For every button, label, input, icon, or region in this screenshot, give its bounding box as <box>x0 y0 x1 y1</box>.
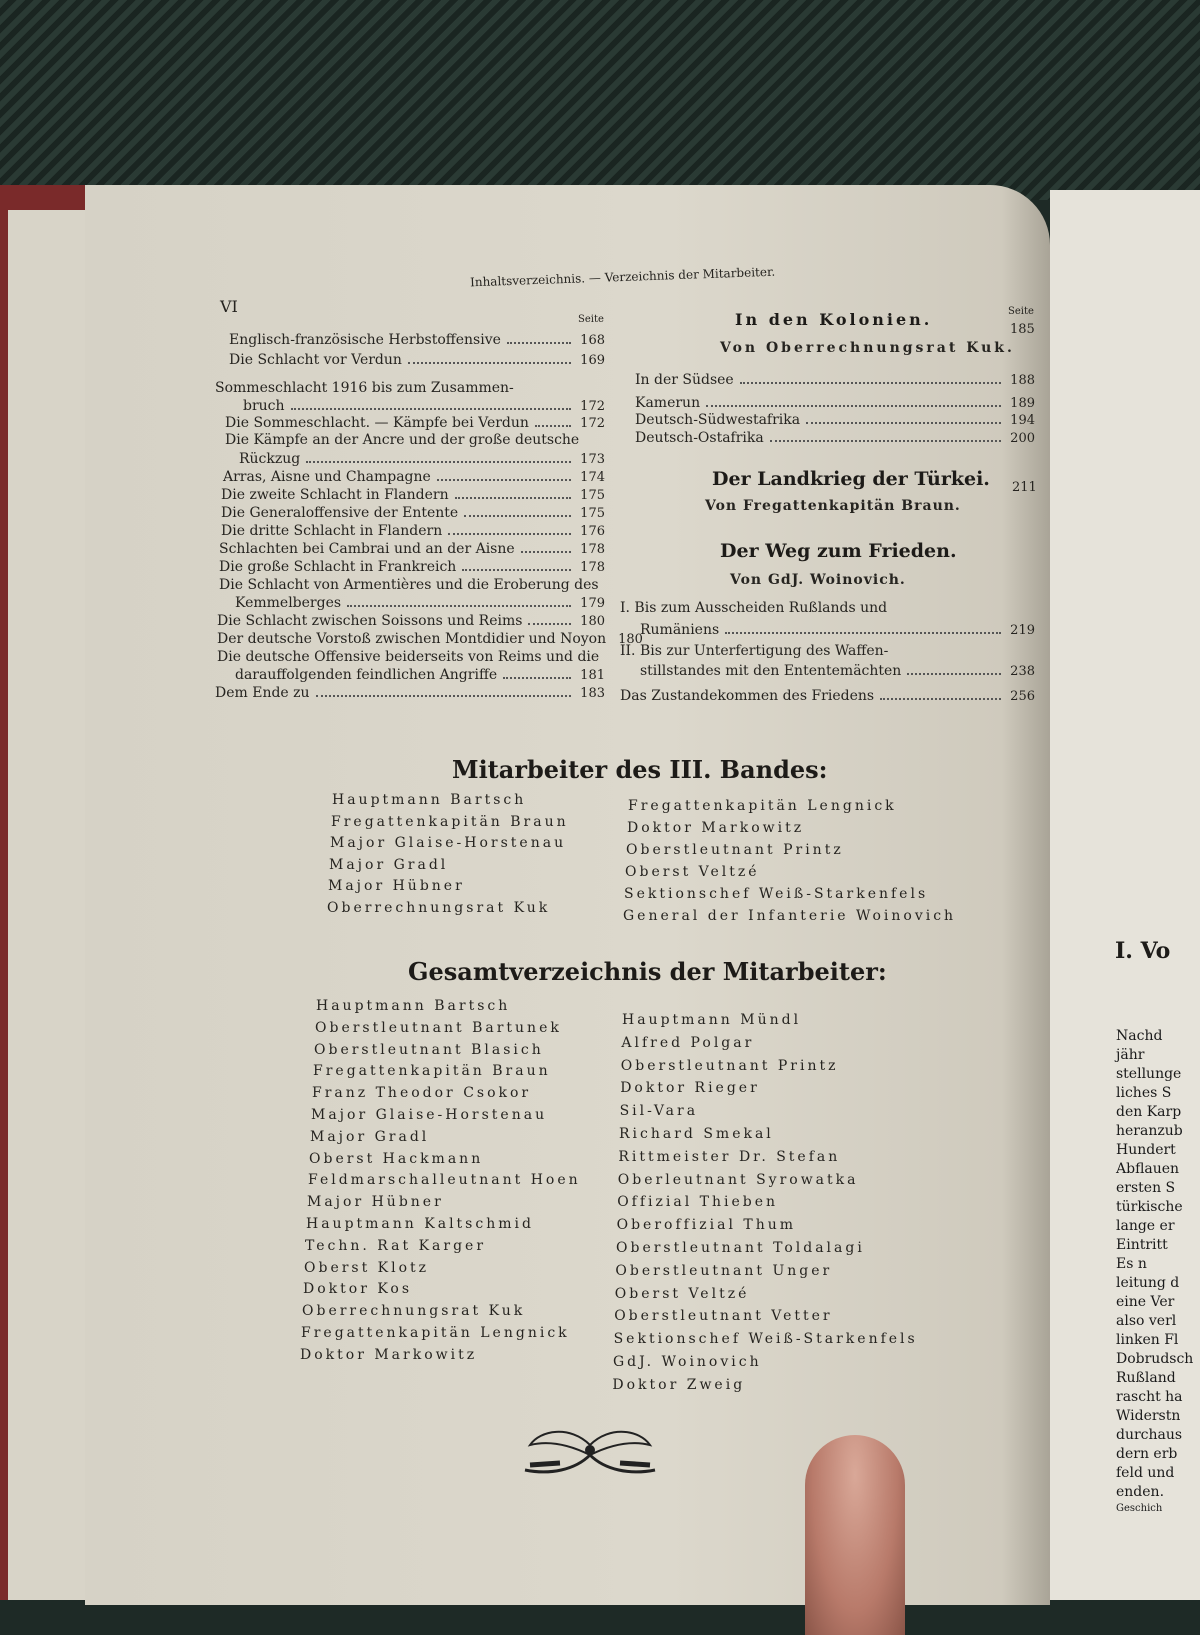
toc-entry-label: Das Zustandekommen des Friedens <box>620 688 875 704</box>
toc-page: 211 <box>1012 480 1037 495</box>
dot-leader <box>725 632 1001 634</box>
contributor-name: Offizial Thieben <box>617 1194 779 1211</box>
dot-leader <box>770 440 1001 442</box>
toc-entry-label: darauffolgenden feindlichen Angriffe <box>235 667 498 683</box>
facing-page-text: Geschich <box>1116 1503 1163 1514</box>
section-author: Von Fregattenkapitän Braun. <box>705 498 961 514</box>
toc-entry-label: Der deutsche Vorstoß zwischen Montdidier und Noyon <box>217 631 607 647</box>
dot-leader <box>880 698 1001 700</box>
facing-page-text: durchaus <box>1116 1427 1183 1443</box>
toc-entry <box>215 559 605 575</box>
toc-entry <box>215 577 605 593</box>
dot-leader <box>347 605 571 607</box>
toc-entry-label: Deutsch-Ostafrika <box>635 430 764 446</box>
toc-entry-label: bruch <box>243 398 285 414</box>
toc-entry-label: stillstandes mit den Ententemächten <box>640 663 902 679</box>
facing-page-text: Eintritt <box>1116 1237 1168 1253</box>
facing-page-text: feld und <box>1116 1465 1175 1481</box>
toc-entry-page: 175 <box>580 488 605 503</box>
toc-entry <box>215 352 605 368</box>
facing-page-text: rascht ha <box>1116 1389 1183 1405</box>
dot-leader <box>437 479 571 481</box>
toc-entry-label: Sommeschlacht 1916 bis zum Zusammen- <box>215 380 514 396</box>
toc-entry-page: 189 <box>1010 396 1035 411</box>
toc-entry-label: Die Schlacht zwischen Soissons und Reims <box>217 613 523 629</box>
toc-entry <box>635 430 1035 446</box>
contributor-name: Richard Smekal <box>619 1126 774 1142</box>
contributor-name: Oberrechnungsrat Kuk <box>302 1303 526 1320</box>
contributor-name: Hauptmann Bartsch <box>316 998 511 1014</box>
contributor-name: General der Infanterie Woinovich <box>623 908 957 924</box>
toc-entry-page: 238 <box>1010 664 1035 679</box>
toc-entry-label: Rumäniens <box>640 622 720 638</box>
facing-page-text: dern erb <box>1116 1446 1178 1462</box>
section-author: Von Oberrechnungsrat Kuk. <box>720 340 1015 356</box>
toc-entry-page: 180 <box>618 632 643 647</box>
facing-page-text: jähr <box>1116 1047 1145 1063</box>
toc-entry-page: 178 <box>580 560 605 575</box>
dot-leader <box>740 382 1001 384</box>
contributor-name: Major Hübner <box>328 878 465 894</box>
dot-leader <box>306 461 571 463</box>
facing-page-text: Abflauen <box>1116 1161 1180 1177</box>
contributor-name: Major Glaise-Horstenau <box>311 1107 548 1123</box>
dot-leader <box>706 405 1001 407</box>
contributor-name: Sektionschef Weiß-Starkenfels <box>613 1331 918 1348</box>
dot-leader <box>521 551 571 553</box>
seite-label: Seite <box>1008 306 1034 317</box>
toc-entry <box>215 523 605 539</box>
section-title-frieden: Der Weg zum Frieden. <box>720 540 957 562</box>
contributor-name: Franz Theodor Csokor <box>312 1085 532 1102</box>
facing-page-text: Es n <box>1116 1256 1147 1272</box>
facing-page-text: ersten S <box>1116 1180 1176 1196</box>
facing-page-text: eine Ver <box>1116 1294 1175 1310</box>
toc-entry-label: Englisch-französische Herbstoffensive <box>229 332 501 348</box>
toc-entry-page: 173 <box>580 452 605 467</box>
toc-entry-page: 176 <box>580 524 605 539</box>
toc-entry-page: 256 <box>1010 689 1035 704</box>
facing-page-text: türkische <box>1116 1199 1183 1215</box>
floral-ornament-icon <box>520 1425 660 1485</box>
toc-entry-label: Die zweite Schlacht in Flandern <box>221 487 449 503</box>
contributor-name: Doktor Markowitz <box>627 820 805 836</box>
contributor-name: Feldmarschalleutnant Hoen <box>308 1172 581 1189</box>
facing-page-text: liches S <box>1116 1085 1172 1101</box>
contributor-name: Oberst Veltzé <box>614 1285 750 1302</box>
section-title-tuerkei: Der Landkrieg der Türkei. <box>712 468 990 490</box>
toc-page: 185 <box>1010 322 1035 337</box>
contributor-name: Hauptmann Mündl <box>622 1012 802 1028</box>
contributor-name: Hauptmann Bartsch <box>332 792 527 808</box>
contributor-name: Oberrechnungsrat Kuk <box>327 899 551 916</box>
contributor-name: Techn. Rat Karger <box>305 1237 487 1254</box>
toc-entry-label: Die Kämpfe an der Ancre und der große deutsche <box>225 432 580 448</box>
dot-leader <box>503 677 571 679</box>
contributor-name: Oberoffizial Thum <box>616 1217 797 1234</box>
toc-entry-label: Dem Ende zu <box>215 685 310 701</box>
contributor-name: Major Hübner <box>307 1194 444 1211</box>
toc-entry-label: Kemmelberges <box>235 595 342 611</box>
toc-entry-page: 172 <box>580 416 605 431</box>
toc-entry-label: In der Südsee <box>635 372 734 388</box>
toc-entry <box>215 487 605 503</box>
toc-entry-page: 200 <box>1010 431 1035 446</box>
facing-page-text: also verl <box>1116 1313 1177 1329</box>
facing-page-text: enden. <box>1116 1484 1165 1500</box>
contributor-name: Oberst Veltzé <box>625 864 760 880</box>
dot-leader <box>455 497 571 499</box>
facing-page-text: Dobrudsch <box>1116 1351 1194 1367</box>
toc-entry-page: 168 <box>580 333 605 348</box>
toc-entry-label: Die Schlacht von Armentières und die Eroberung des <box>219 577 599 593</box>
toc-entry <box>215 332 605 348</box>
dot-leader <box>316 695 571 697</box>
toc-entry <box>215 415 605 431</box>
toc-entry-page: 178 <box>580 542 605 557</box>
toc-entry-label: Die Sommeschlacht. — Kämpfe bei Verdun <box>225 415 529 431</box>
toc-entry-label: Kamerun <box>635 395 701 411</box>
toc-entry-label: Die dritte Schlacht in Flandern <box>221 523 443 539</box>
contributor-name: Sil-Vara <box>619 1103 699 1120</box>
gesamt-title: Gesamtverzeichnis der Mitarbeiter: <box>408 957 887 986</box>
contributor-name: Oberstleutnant Printz <box>620 1057 839 1074</box>
toc-entry-page: 180 <box>580 614 605 629</box>
toc-entry <box>635 395 1035 411</box>
toc-entry <box>635 412 1035 428</box>
dot-leader <box>806 422 1001 424</box>
dot-leader <box>464 515 571 517</box>
toc-entry <box>215 667 605 683</box>
dot-leader <box>291 408 571 410</box>
dot-leader <box>408 362 571 364</box>
contributor-name: Fregattenkapitän Lengnick <box>628 798 897 814</box>
seite-label: Seite <box>578 314 604 325</box>
facing-page-text: linken Fl <box>1116 1332 1179 1348</box>
toc-entry <box>215 451 605 467</box>
dot-leader <box>907 673 1001 675</box>
contributor-name: Doktor Zweig <box>612 1376 746 1393</box>
toc-entry <box>620 663 1035 679</box>
facing-page-text: Rußland <box>1116 1370 1176 1386</box>
contributor-name: Major Glaise-Horstenau <box>330 835 567 851</box>
facing-page-text: leitung d <box>1116 1275 1180 1291</box>
dot-leader <box>507 342 571 344</box>
toc-entry-label: Rückzug <box>239 451 301 467</box>
toc-entry <box>215 595 605 611</box>
contributor-name: Doktor Rieger <box>620 1080 760 1097</box>
toc-entry <box>215 631 643 647</box>
toc-entry <box>215 613 605 629</box>
toc-entry <box>620 688 1035 704</box>
facing-page-text: lange er <box>1116 1218 1175 1234</box>
contributor-name: Major Gradl <box>310 1128 430 1145</box>
contributor-name: Oberstleutnant Unger <box>615 1262 833 1279</box>
toc-entry-page: 172 <box>580 399 605 414</box>
contributor-name: Rittmeister Dr. Stefan <box>618 1148 841 1165</box>
toc-entry <box>620 600 1035 616</box>
section-title-kolonien: In den Kolonien. <box>735 310 933 329</box>
contributor-name: Sektionschef Weiß-Starkenfels <box>624 886 929 902</box>
background-fabric <box>0 0 1200 200</box>
running-title: Inhaltsverzeichnis. — Verzeichnis der Mitarbeiter. <box>469 264 776 290</box>
facing-page-text: Hundert <box>1116 1142 1176 1158</box>
facing-page-text: Nachd <box>1116 1028 1163 1044</box>
finger <box>805 1435 905 1635</box>
toc-entry <box>215 380 605 396</box>
toc-entry-page: 183 <box>580 686 605 701</box>
previous-page-edge <box>8 210 88 1600</box>
contributor-name: Fregattenkapitän Braun <box>331 813 569 830</box>
contributor-name: Oberstleutnant Vetter <box>614 1308 833 1325</box>
toc-entry-page: 219 <box>1010 623 1035 638</box>
contributor-name: Hauptmann Kaltschmid <box>306 1216 534 1232</box>
dot-leader <box>528 623 571 625</box>
dot-leader <box>462 569 571 571</box>
contributor-name: Oberst Hackmann <box>309 1150 484 1167</box>
toc-entry <box>215 398 605 414</box>
contributor-name: Oberstleutnant Printz <box>626 842 844 858</box>
contributor-name: GdJ. Woinovich <box>613 1354 762 1370</box>
toc-entry <box>215 469 605 485</box>
toc-entry-page: 169 <box>580 353 605 368</box>
toc-entry <box>215 649 605 665</box>
toc-entry <box>215 685 605 701</box>
contributor-name: Oberstleutnant Bartunek <box>315 1019 562 1036</box>
toc-entry <box>635 372 1035 388</box>
toc-entry-label: Schlachten bei Cambrai und an der Aisne <box>219 541 515 557</box>
contributor-name: Oberst Klotz <box>304 1259 430 1276</box>
facing-page-heading: I. Vo <box>1115 938 1171 964</box>
toc-entry <box>620 622 1035 638</box>
toc-entry-label: Die deutsche Offensive beiderseits von Reims und die <box>217 649 600 665</box>
contributor-name: Oberstleutnant Toldalagi <box>616 1240 865 1256</box>
toc-entry-label: Arras, Aisne und Champagne <box>223 469 431 485</box>
toc-entry-page: 175 <box>580 506 605 521</box>
toc-entry-label: I. Bis zum Ausscheiden Rußlands und <box>620 600 888 616</box>
band-title: Mitarbeiter des III. Bandes: <box>452 755 828 784</box>
facing-page-text: stellunge <box>1116 1066 1182 1082</box>
toc-entry <box>215 541 605 557</box>
toc-entry <box>620 643 1035 659</box>
toc-entry <box>215 432 605 448</box>
toc-entry-label: Deutsch-Südwestafrika <box>635 412 801 428</box>
toc-entry-page: 174 <box>580 470 605 485</box>
section-author: Von GdJ. Woinovich. <box>730 572 906 588</box>
dot-leader <box>448 533 571 535</box>
facing-page-text: den Karp <box>1116 1104 1182 1120</box>
facing-page-text: heranzub <box>1116 1123 1183 1139</box>
toc-entry-page: 194 <box>1010 413 1035 428</box>
contributor-name: Doktor Markowitz <box>300 1346 478 1363</box>
toc-entry-page: 188 <box>1010 373 1035 388</box>
toc-entry-page: 181 <box>580 668 605 683</box>
contributor-name: Oberleutnant Syrowatka <box>617 1171 859 1188</box>
toc-entry-label: Die große Schlacht in Frankreich <box>219 559 457 575</box>
dot-leader <box>535 425 571 427</box>
contributor-name: Major Gradl <box>329 856 449 873</box>
toc-entry-label: Die Generaloffensive der Entente <box>221 505 459 521</box>
contributor-name: Doktor Kos <box>303 1281 413 1298</box>
toc-entry-label: II. Bis zur Unterfertigung des Waffen- <box>620 643 889 659</box>
toc-entry-page: 179 <box>580 596 605 611</box>
toc-entry-label: Die Schlacht vor Verdun <box>229 352 402 368</box>
toc-entry <box>215 505 605 521</box>
page-number: VI <box>220 297 238 316</box>
contributor-name: Oberstleutnant Blasich <box>314 1041 544 1058</box>
contributor-name: Fregattenkapitän Lengnick <box>301 1325 570 1341</box>
contributor-name: Fregattenkapitän Braun <box>313 1063 551 1080</box>
facing-page-text: Widerstn <box>1116 1408 1181 1424</box>
contributor-name: Alfred Polgar <box>621 1034 755 1051</box>
